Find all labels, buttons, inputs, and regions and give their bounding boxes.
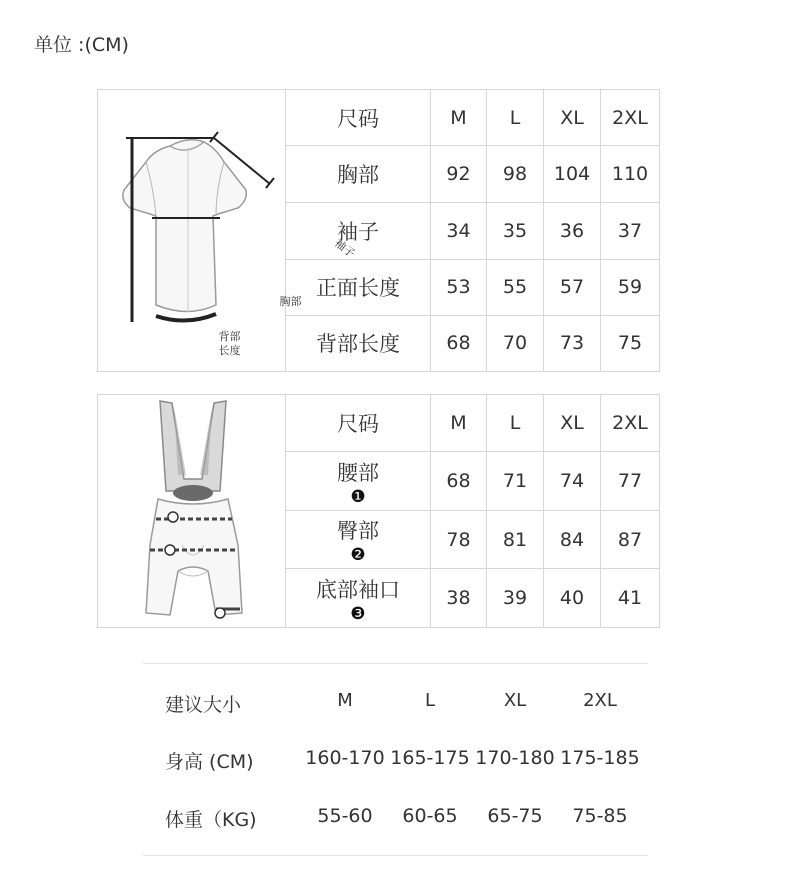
back-length-figure-label: 背部 长度 [218, 329, 241, 357]
cell: 41 [601, 569, 660, 628]
cell: 37 [601, 203, 660, 259]
cell: 74 [544, 452, 601, 511]
recommended-size-table [143, 663, 648, 856]
cell: 34 [431, 203, 487, 259]
bib-diagram [98, 395, 286, 628]
weight-label: 体重（KG) [165, 809, 257, 831]
size-header-2xl: 2XL [583, 690, 617, 711]
weight-row [143, 805, 648, 835]
recommended-header-row [143, 690, 648, 720]
unit-label: 单位 :(CM) [34, 34, 129, 56]
cell: 170-180 [475, 747, 555, 769]
row-label [286, 452, 431, 511]
cell: 70 [487, 315, 544, 371]
cell: 110 [601, 146, 660, 203]
cell: 53 [431, 259, 487, 315]
number-one-icon: ❶ [350, 486, 366, 507]
size-header-xl: XL [544, 395, 601, 452]
cell: 81 [487, 510, 544, 569]
size-header-m: M [431, 90, 487, 146]
number-two-icon: ❷ [350, 545, 366, 566]
jersey-size-table [97, 89, 660, 372]
jersey-illustration [98, 90, 285, 366]
cell: 87 [601, 510, 660, 569]
row-label: 袖子 [286, 203, 431, 259]
row-label [286, 510, 431, 569]
cell: 68 [431, 452, 487, 511]
size-header-xl: XL [544, 90, 601, 146]
cell: 60-65 [402, 805, 458, 827]
cell: 75-85 [572, 805, 628, 827]
cell: 57 [544, 259, 601, 315]
height-row [143, 747, 648, 777]
row-label: 胸部 [286, 146, 431, 203]
cell: 59 [601, 259, 660, 315]
size-header-2xl: 2XL [601, 395, 660, 452]
size-header-m: M [337, 690, 353, 711]
sleeve-figure-label: 袖子 [331, 235, 357, 260]
size-header-m: M [431, 395, 487, 452]
bib-size-table [97, 394, 660, 628]
cell: 84 [544, 510, 601, 569]
cell: 65-75 [487, 805, 543, 827]
cell: 77 [601, 452, 660, 511]
cell: 35 [487, 203, 544, 259]
row-label-text: 底部袖口 [316, 577, 400, 602]
size-header-xl: XL [503, 690, 527, 711]
cell: 36 [544, 203, 601, 259]
cell: 160-170 [305, 747, 385, 769]
cell: 92 [431, 146, 487, 203]
number-three-icon: ❸ [350, 603, 366, 624]
cell: 55 [487, 259, 544, 315]
cell: 104 [544, 146, 601, 203]
size-header-l: L [487, 395, 544, 452]
cell: 78 [431, 510, 487, 569]
cell: 39 [487, 569, 544, 628]
cell: 75 [601, 315, 660, 371]
size-header-l: L [487, 90, 544, 146]
size-header-label: 尺码 [286, 395, 431, 452]
row-label-text: 腰部 [337, 460, 379, 485]
cell: 68 [431, 315, 487, 371]
cell: 55-60 [317, 805, 373, 827]
bib-shorts-illustration [98, 395, 285, 622]
cell: 38 [431, 569, 487, 628]
cell: 73 [544, 315, 601, 371]
jersey-diagram [98, 90, 357, 372]
cell: 71 [487, 452, 544, 511]
height-label: 身高 (CM) [165, 751, 254, 773]
cell: 40 [544, 569, 601, 628]
row-label-text: 臀部 [337, 519, 379, 544]
size-header-label: 尺码 [286, 90, 431, 146]
size-header-2xl: 2XL [601, 90, 660, 146]
recommended-header-label: 建议大小 [165, 694, 242, 716]
cell: 98 [487, 146, 544, 203]
cell: 165-175 [390, 747, 470, 769]
cell: 175-185 [560, 747, 640, 769]
row-label [286, 569, 431, 628]
chest-figure-label: 胸部 [279, 294, 302, 308]
row-label: 背部长度 [286, 315, 431, 371]
row-label: 正面长度 [286, 259, 431, 315]
size-header-l: L [424, 690, 436, 711]
